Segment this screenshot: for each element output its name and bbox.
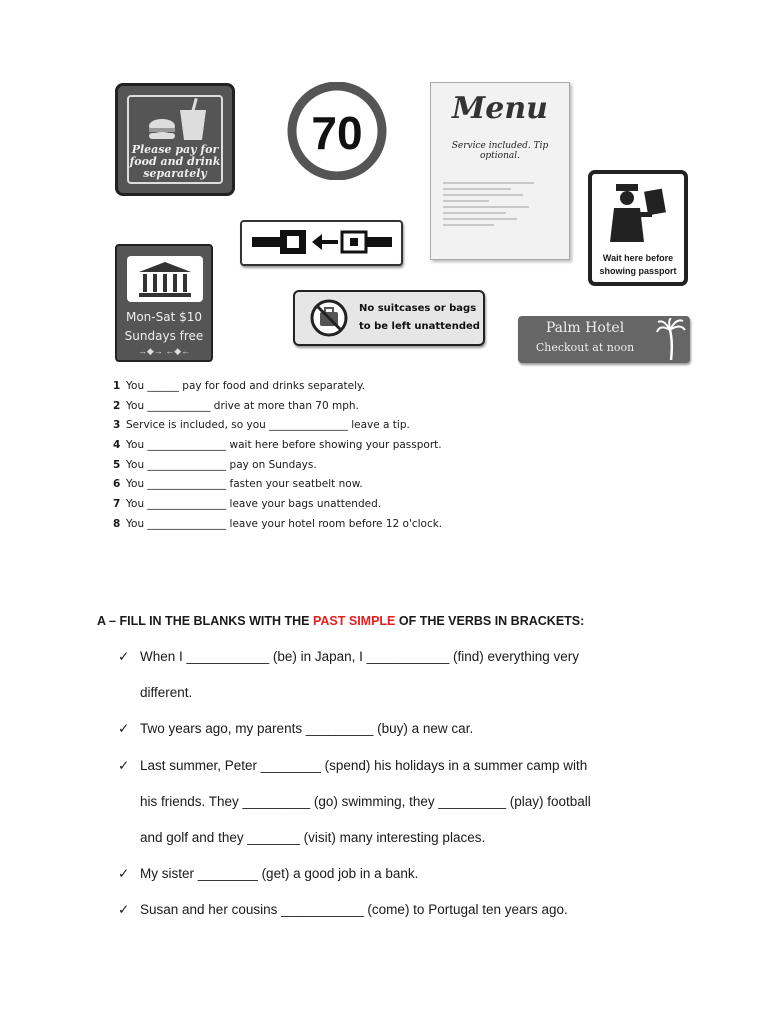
- item-text: You ____________ drive at more than 70 mph.: [126, 399, 359, 412]
- burger-drink-icon: [144, 96, 214, 144]
- hotel-name: Palm Hotel: [545, 320, 625, 336]
- food-sign: [115, 83, 235, 196]
- speed-limit-value: 70: [311, 107, 363, 159]
- museum-building-icon: [127, 256, 203, 302]
- item-number: 3: [113, 419, 121, 432]
- passport-sign: [588, 170, 688, 286]
- item-text: You _______________ wait here before showing your passport.: [126, 439, 442, 452]
- line-text: and golf and they _______ (visit) many interesting places.: [140, 829, 486, 845]
- exercise-row: [113, 397, 533, 417]
- exercise-line: [118, 790, 658, 826]
- checkmark-icon: ✓: [118, 866, 130, 882]
- no-suitcase-icon: [309, 298, 349, 338]
- menu-title: Menu: [452, 91, 548, 126]
- item-number: 6: [113, 478, 121, 491]
- checkmark-icon: ✓: [118, 902, 130, 918]
- exercise-row: [113, 475, 533, 495]
- item-text: Service is included, so you _______________ leave a tip.: [126, 419, 410, 432]
- item-number: 5: [113, 458, 121, 471]
- modal-verbs-exercise: [113, 377, 533, 535]
- food-sign-text: Please pay for food and drink separately: [129, 143, 221, 180]
- exercise-line: [118, 645, 658, 681]
- exercise-line: [118, 754, 658, 790]
- exercise-row: [113, 495, 533, 515]
- checkmark-icon: ✓: [118, 649, 130, 664]
- seatbelt-sign: [240, 220, 403, 266]
- line-text: My sister ________ (get) a good job in a bank.: [140, 866, 419, 882]
- past-simple-exercise: [118, 645, 658, 935]
- museum-sign-text: [117, 308, 211, 346]
- no-bags-sign: [293, 290, 485, 346]
- line-text: Last summer, Peter ________ (spend) his holidays in a summer camp with: [140, 757, 588, 773]
- exercise-line: [118, 898, 658, 934]
- no-bags-text: [359, 300, 480, 336]
- museum-line-1: Mon-Sat $10: [125, 310, 203, 324]
- heading-text-start: A – FILL IN THE BLANKS WITH THE: [97, 614, 313, 628]
- museum-arrows-icon: →◆→ ←◆←: [137, 346, 191, 356]
- item-text: You _______________ leave your hotel room before 12 o'clock.: [126, 517, 443, 530]
- exercise-row: [113, 515, 533, 535]
- line-text: Two years ago, my parents _________ (buy) a new car.: [140, 721, 474, 737]
- line-text: When I ___________ (be) in Japan, I ___________ (find) everything very: [140, 649, 580, 664]
- item-number: 8: [113, 517, 121, 530]
- item-text: You ______ pay for food and drinks separately.: [126, 380, 366, 392]
- line-text: his friends. They _________ (go) swimming, they _________ (play) football: [140, 793, 591, 809]
- item-number: 2: [113, 399, 121, 412]
- heading-highlight: PAST SIMPLE: [312, 614, 396, 628]
- museum-line-2: Sundays free: [124, 329, 204, 343]
- officer-icon: [608, 182, 670, 244]
- item-text: You _______________ pay on Sundays.: [126, 458, 317, 471]
- section-a-heading: [97, 614, 584, 628]
- palm-tree-icon: [656, 318, 686, 362]
- seatbelt-arrow-icon: [242, 222, 401, 264]
- checkmark-icon: ✓: [118, 757, 130, 773]
- line-text: Susan and her cousins ___________ (come) to Portugal ten years ago.: [140, 902, 568, 918]
- menu-text-lines: [443, 178, 557, 248]
- hotel-checkout: Checkout at noon: [535, 341, 635, 354]
- heading-text-end: OF THE VERBS IN BRACKETS:: [395, 614, 585, 628]
- line-text: different.: [140, 685, 193, 701]
- exercise-line: [118, 826, 658, 862]
- hotel-sign: [518, 316, 690, 363]
- museum-sign: [115, 244, 213, 362]
- exercise-row: [113, 436, 533, 456]
- item-text: You _______________ leave your bags unattended.: [126, 498, 382, 511]
- no-bags-line-1: No suitcases or bags: [359, 303, 477, 314]
- item-text: You _______________ fasten your seatbelt now.: [126, 478, 363, 491]
- passport-sign-text: Wait here before showing passport: [599, 253, 677, 276]
- exercise-row: [113, 416, 533, 436]
- exercise-line: [118, 862, 658, 898]
- item-number: 7: [113, 498, 121, 511]
- speed-limit-sign: [285, 82, 389, 180]
- no-bags-line-2: to be left unattended: [359, 321, 480, 332]
- exercise-row: [113, 456, 533, 476]
- checkmark-icon: ✓: [118, 721, 130, 737]
- exercise-row: [113, 377, 533, 397]
- exercise-line: [118, 681, 658, 717]
- exercise-line: [118, 717, 658, 753]
- menu-card: [430, 82, 570, 260]
- menu-subtitle: Service included. Tip optional.: [451, 141, 549, 161]
- item-number: 4: [113, 439, 121, 452]
- item-number: 1: [113, 380, 121, 392]
